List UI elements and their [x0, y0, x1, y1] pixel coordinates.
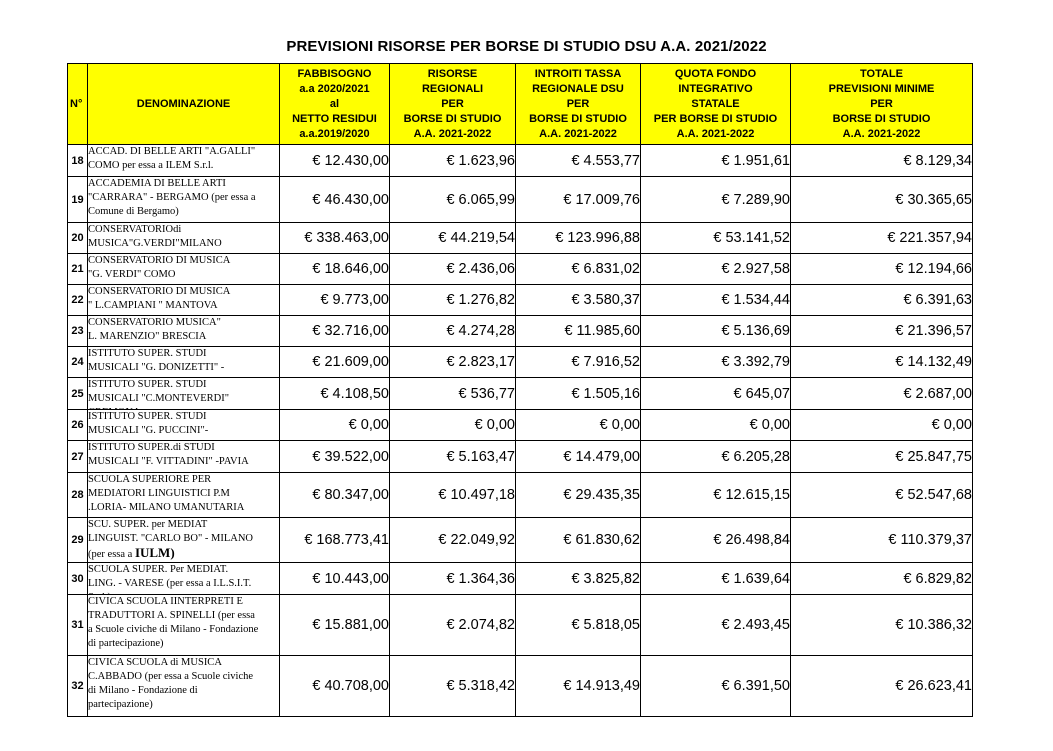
header-quota-line: INTEGRATIVO: [678, 82, 753, 95]
totale-value: € 12.194,66: [791, 254, 973, 285]
institution-name: [88, 410, 280, 441]
institution-name-line: ISTITUTO SUPER. STUDI: [88, 411, 207, 422]
institution-name-line: CONSERVATORIO MUSICA": [88, 317, 221, 328]
introiti-value: € 29.435,35: [516, 473, 641, 518]
table-row: [68, 223, 973, 254]
table-row: [68, 254, 973, 285]
institution-name-line: ISTITUTO SUPER.di STUDI: [88, 442, 215, 453]
totale-value: € 6.829,82: [791, 563, 973, 595]
table-row: [68, 410, 973, 441]
fabbisogno-value: € 9.773,00: [280, 285, 390, 316]
header-risorse-line: BORSE DI STUDIO: [403, 112, 502, 125]
totale-value: € 21.396,57: [791, 316, 973, 347]
institution-name-line: ISTITUTO SUPER. STUDI: [88, 348, 207, 359]
institution-name-line: TRADUTTORI A. SPINELLI (per essa: [88, 610, 255, 621]
header-risorse-line: REGIONALI: [421, 82, 484, 95]
institution-name-line: MUSICALI "C.MONTEVERDI": [88, 393, 229, 404]
institution-name-line: LINGUIST. "CARLO BO" - MILANO: [88, 533, 253, 544]
introiti-value: € 123.996,88: [516, 223, 641, 254]
row-number: 28: [68, 473, 88, 518]
page-title: PREVISIONI RISORSE PER BORSE DI STUDIO DSU A.A. 2021/2022: [286, 38, 767, 55]
table-body: [68, 145, 973, 717]
quota-value: € 26.498,84: [641, 518, 791, 563]
institution-name-line: partecipazione): [88, 699, 153, 710]
institution-name-line: CONSERVATORIO DI MUSICA: [88, 286, 231, 297]
header-quota: [641, 64, 791, 145]
table-row: [68, 285, 973, 316]
institution-name: [88, 347, 280, 378]
institution-name: [88, 177, 280, 223]
institution-name: [88, 518, 280, 563]
institution-name-line: C.ABBADO (per essa a Scuole civiche: [88, 671, 254, 682]
quota-value: € 5.136,69: [641, 316, 791, 347]
introiti-value: € 5.818,05: [516, 595, 641, 656]
introiti-value: € 1.505,16: [516, 378, 641, 410]
institution-name-line: SCUOLA SUPER. Per MEDIAT.: [88, 564, 229, 575]
risorse-value: € 4.274,28: [390, 316, 516, 347]
header-risorse-line: RISORSE: [427, 67, 478, 80]
risorse-value: € 22.049,92: [390, 518, 516, 563]
institution-name: [88, 656, 280, 717]
totale-value: € 26.623,41: [791, 656, 973, 717]
institution-name-line: LING. - VARESE (per essa a I.L.S.I.T.: [88, 578, 252, 589]
header-fabbisogno-line: a.a 2020/2021: [299, 82, 370, 95]
row-number: 25: [68, 378, 88, 410]
fabbisogno-value: € 21.609,00: [280, 347, 390, 378]
fabbisogno-value: € 15.881,00: [280, 595, 390, 656]
totale-value: € 14.132,49: [791, 347, 973, 378]
institution-name-line: CIVICA SCUOLA IINTERPRETI E: [88, 596, 243, 607]
header-n: N°: [68, 64, 88, 145]
header-totale-line: TOTALE: [860, 67, 903, 80]
totale-value: € 0,00: [791, 410, 973, 441]
risorse-value: € 5.163,47: [390, 441, 516, 473]
row-number: 18: [68, 145, 88, 177]
institution-name: [88, 473, 280, 518]
fabbisogno-value: € 18.646,00: [280, 254, 390, 285]
header-fabbisogno-line: a.a.2019/2020: [299, 127, 370, 140]
quota-value: € 3.392,79: [641, 347, 791, 378]
institution-name-line: di partecipazione): [88, 638, 164, 649]
table-row: [68, 145, 973, 177]
institution-name-line: MUSICALI "G. PUCCINI"-: [88, 425, 209, 436]
row-number: 26: [68, 410, 88, 441]
risorse-value: € 1.276,82: [390, 285, 516, 316]
totale-value: € 10.386,32: [791, 595, 973, 656]
row-number: 22: [68, 285, 88, 316]
totale-value: € 8.129,34: [791, 145, 973, 177]
quota-value: € 53.141,52: [641, 223, 791, 254]
header-quota-line: QUOTA FONDO: [674, 67, 757, 80]
table-row: [68, 378, 973, 410]
risorse-value: € 2.074,82: [390, 595, 516, 656]
header-quota-line: A.A. 2021-2022: [676, 127, 755, 140]
totale-value: € 25.847,75: [791, 441, 973, 473]
introiti-value: € 0,00: [516, 410, 641, 441]
header-risorse: [390, 64, 516, 145]
totale-value: € 52.547,68: [791, 473, 973, 518]
header-fabbisogno-line: NETTO RESIDUI: [292, 112, 377, 125]
header-introiti-line: BORSE DI STUDIO: [529, 112, 627, 125]
introiti-value: € 6.831,02: [516, 254, 641, 285]
header-fabbisogno: [280, 64, 390, 145]
risorse-value: € 5.318,42: [390, 656, 516, 717]
introiti-value: € 17.009,76: [516, 177, 641, 223]
table-row: [68, 518, 973, 563]
institution-name-line: L. MARENZIO" BRESCIA: [88, 331, 207, 342]
institution-name-line: (per essa a: [88, 549, 135, 560]
quota-value: € 12.615,15: [641, 473, 791, 518]
row-number: 23: [68, 316, 88, 347]
risorse-value: € 2.823,17: [390, 347, 516, 378]
fabbisogno-value: € 40.708,00: [280, 656, 390, 717]
institution-name: [88, 285, 280, 316]
fabbisogno-value: € 46.430,00: [280, 177, 390, 223]
institution-name: [88, 563, 280, 595]
header-quota-line: STATALE: [691, 97, 740, 110]
header-totale-line: PER: [870, 97, 893, 110]
institution-name: [88, 223, 280, 254]
header-totale-line: BORSE DI STUDIO: [832, 112, 931, 125]
fabbisogno-value: € 0,00: [280, 410, 390, 441]
header-introiti-line: INTROITI TASSA: [534, 67, 622, 80]
institution-name: [88, 145, 280, 177]
institution-name: [88, 441, 280, 473]
quota-value: € 2.927,58: [641, 254, 791, 285]
table-row: [68, 347, 973, 378]
quota-value: € 645,07: [641, 378, 791, 410]
row-number: 29: [68, 518, 88, 563]
header-row: [68, 64, 973, 145]
risorse-value: € 1.364,36: [390, 563, 516, 595]
totale-value: € 2.687,00: [791, 378, 973, 410]
institution-name-line: ACCADEMIA DI BELLE ARTI: [88, 178, 226, 189]
header-denominazione: DENOMINAZIONE: [88, 64, 280, 145]
header-fabbisogno-line: FABBISOGNO: [297, 67, 372, 80]
institution-name-bold: IULM): [134, 545, 175, 560]
institution-name-line: " L.CAMPIANI " MANTOVA: [88, 300, 218, 311]
table-row: [68, 563, 973, 595]
header-introiti-line: REGIONALE DSU: [532, 82, 624, 95]
quota-value: € 1.951,61: [641, 145, 791, 177]
header-risorse-line: PER: [441, 97, 464, 110]
institution-name-line: ACCAD. DI BELLE ARTI "A.GALLI": [88, 146, 256, 157]
institution-name-line: CONSERVATORIO DI MUSICA: [88, 255, 231, 266]
header-fabbisogno-line: al: [329, 97, 340, 110]
fabbisogno-value: € 4.108,50: [280, 378, 390, 410]
row-number: 27: [68, 441, 88, 473]
header-totale: [791, 64, 973, 145]
totale-value: € 110.379,37: [791, 518, 973, 563]
institution-name-line: MEDIATORI LINGUISTICI P.M: [88, 488, 230, 499]
risorse-value: € 1.623,96: [390, 145, 516, 177]
institution-name: [88, 316, 280, 347]
fabbisogno-value: € 12.430,00: [280, 145, 390, 177]
institution-name-line: a Scuole civiche di Milano - Fondazione: [88, 624, 259, 635]
introiti-value: € 61.830,62: [516, 518, 641, 563]
introiti-value: € 14.479,00: [516, 441, 641, 473]
fabbisogno-value: € 39.522,00: [280, 441, 390, 473]
institution-name-line: "CARRARA" - BERGAMO (per essa a: [88, 192, 256, 203]
table-row: [68, 316, 973, 347]
institution-name-line: MUSICALI "F. VITTADINI" -PAVIA: [88, 456, 249, 467]
fabbisogno-value: € 168.773,41: [280, 518, 390, 563]
table-row: [68, 177, 973, 223]
institution-name-line: CIVICA SCUOLA di MUSICA: [88, 657, 222, 668]
row-number: 21: [68, 254, 88, 285]
institution-name-line: MUSICALI "G. DONIZETTI" -: [88, 362, 225, 373]
header-quota-line: PER BORSE DI STUDIO: [653, 112, 778, 125]
introiti-value: € 7.916,52: [516, 347, 641, 378]
institution-name-line: Comune di Bergamo): [88, 206, 179, 217]
institution-name-line: .LORIA- MILANO UMANUTARIA: [88, 502, 245, 513]
institution-name-line: COMO per essa a ILEM S.r.l.: [88, 160, 214, 171]
table-row: [68, 473, 973, 518]
table-row: [68, 441, 973, 473]
institution-name-line: SCUOLA SUPERIORE PER: [88, 474, 212, 485]
row-number: 20: [68, 223, 88, 254]
row-number: 32: [68, 656, 88, 717]
fabbisogno-value: € 338.463,00: [280, 223, 390, 254]
quota-value: € 6.205,28: [641, 441, 791, 473]
fabbisogno-value: € 10.443,00: [280, 563, 390, 595]
table-row: [68, 656, 973, 717]
header-risorse-line: A.A. 2021-2022: [413, 127, 492, 140]
institution-name-line: [88, 546, 279, 560]
introiti-value: € 3.580,37: [516, 285, 641, 316]
quota-value: € 6.391,50: [641, 656, 791, 717]
totale-value: € 221.357,94: [791, 223, 973, 254]
quota-value: € 0,00: [641, 410, 791, 441]
introiti-value: € 4.553,77: [516, 145, 641, 177]
risorse-value: € 0,00: [390, 410, 516, 441]
institution-name-line: di Milano - Fondazione di: [88, 685, 198, 696]
row-number: 24: [68, 347, 88, 378]
risorse-value: € 536,77: [390, 378, 516, 410]
quota-value: € 1.534,44: [641, 285, 791, 316]
institution-name-line: SCU. SUPER. per MEDIAT: [88, 519, 208, 530]
institution-name-line: "G. VERDI" COMO: [88, 269, 176, 280]
header-introiti-line: A.A. 2021-2022: [539, 127, 617, 140]
institution-name-line: MUSICA"G.VERDI"MILANO: [88, 238, 222, 249]
risorse-value: € 6.065,99: [390, 177, 516, 223]
fabbisogno-value: € 32.716,00: [280, 316, 390, 347]
row-number: 30: [68, 563, 88, 595]
header-introiti: [516, 64, 641, 145]
institution-name: [88, 254, 280, 285]
row-number: 19: [68, 177, 88, 223]
institution-name: [88, 595, 280, 656]
risorse-value: € 10.497,18: [390, 473, 516, 518]
row-number: 31: [68, 595, 88, 656]
table-row: [68, 595, 973, 656]
quota-value: € 2.493,45: [641, 595, 791, 656]
quota-value: € 1.639,64: [641, 563, 791, 595]
risorse-value: € 2.436,06: [390, 254, 516, 285]
introiti-value: € 11.985,60: [516, 316, 641, 347]
scholarship-table: [67, 63, 973, 717]
introiti-value: € 3.825,82: [516, 563, 641, 595]
fabbisogno-value: € 80.347,00: [280, 473, 390, 518]
header-introiti-line: PER: [566, 97, 590, 110]
totale-value: € 6.391,63: [791, 285, 973, 316]
institution-name-line: ISTITUTO SUPER. STUDI: [88, 379, 207, 390]
header-totale-line: PREVISIONI MINIME: [828, 82, 935, 95]
institution-name: [88, 378, 280, 410]
quota-value: € 7.289,90: [641, 177, 791, 223]
introiti-value: € 14.913,49: [516, 656, 641, 717]
header-totale-line: A.A. 2021-2022: [842, 127, 921, 140]
risorse-value: € 44.219,54: [390, 223, 516, 254]
totale-value: € 30.365,65: [791, 177, 973, 223]
institution-name-line: CONSERVATORIOdi: [88, 224, 182, 235]
